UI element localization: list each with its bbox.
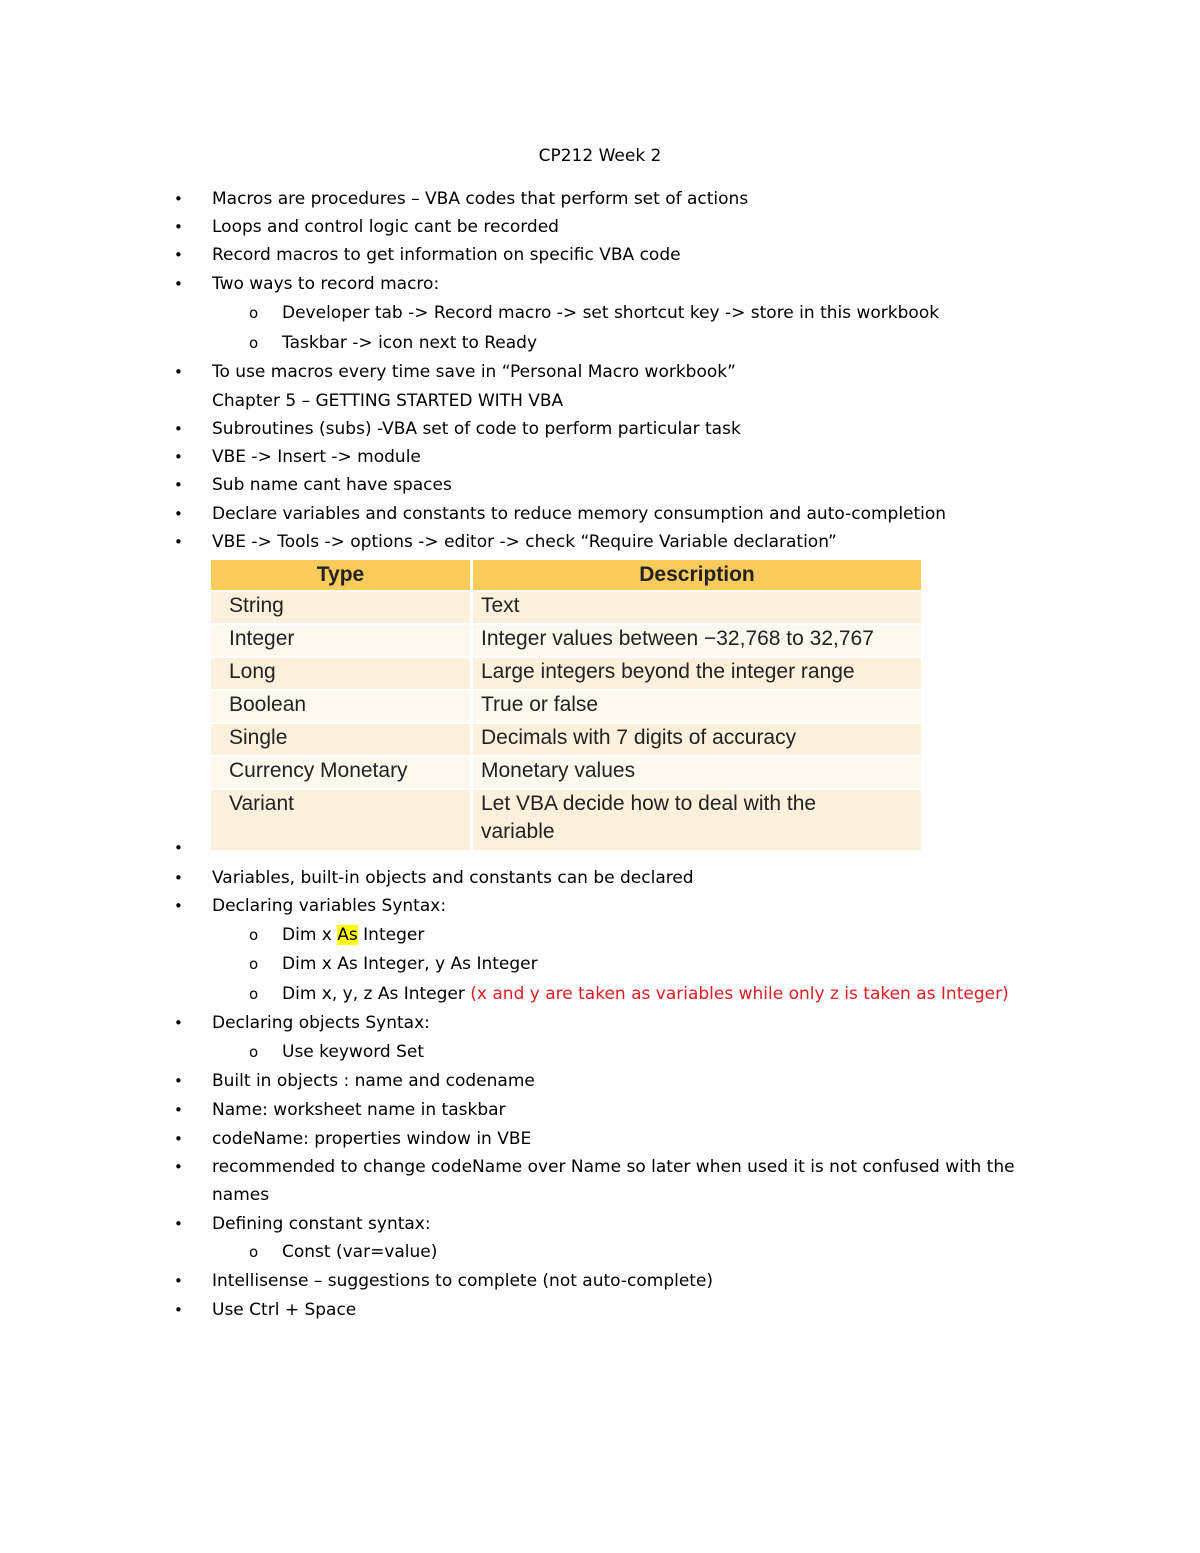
description-cell: Decimals with 7 digits of accuracy bbox=[473, 724, 921, 755]
bullet-icon: • bbox=[174, 420, 183, 438]
bullet-icon: • bbox=[174, 190, 183, 208]
column-header-type: Type bbox=[211, 560, 470, 590]
list-item-text: VBE -> Insert -> module bbox=[212, 447, 421, 467]
bullet-icon: • bbox=[174, 1130, 183, 1148]
type-cell: Integer bbox=[211, 625, 470, 656]
sub-list-item-text: Developer tab -> Record macro -> set shortcut key -> store in this workbook bbox=[282, 303, 940, 323]
type-cell: Variant bbox=[211, 790, 470, 850]
description-cell: Let VBA decide how to deal with the variable bbox=[473, 790, 921, 850]
dim-before: Dim x bbox=[282, 925, 338, 945]
column-header-description: Description bbox=[473, 560, 921, 590]
circle-bullet-icon: o bbox=[249, 926, 259, 944]
description-cell: Text bbox=[473, 592, 921, 623]
bullet-icon: • bbox=[174, 1014, 183, 1032]
highlighted-keyword: As bbox=[337, 925, 358, 945]
list-item-text: Intellisense – suggestions to complete (not auto-complete) bbox=[212, 1271, 714, 1291]
list-item-text: Sub name cant have spaces bbox=[212, 475, 452, 495]
bullet-icon: • bbox=[174, 1301, 183, 1319]
sub-list-item-text bbox=[282, 980, 1009, 1008]
description-cell: Monetary values bbox=[473, 757, 921, 788]
bullet-icon: • bbox=[174, 275, 183, 293]
circle-bullet-icon: o bbox=[249, 1243, 259, 1261]
type-cell: Boolean bbox=[211, 691, 470, 722]
list-item-text: Declaring variables Syntax: bbox=[212, 896, 447, 916]
list-item-text: To use macros every time save in “Personal Macro workbook” bbox=[212, 362, 736, 382]
table-header-row bbox=[211, 560, 921, 590]
description-cell: Large integers beyond the integer range bbox=[473, 658, 921, 689]
list-item-text: recommended to change codeName over Name so later when used it is not confused with the bbox=[212, 1157, 1015, 1177]
table-row bbox=[211, 592, 921, 623]
sub-list-item-text: Dim x As Integer, y As Integer bbox=[282, 954, 538, 974]
sub-list-item-text: Taskbar -> icon next to Ready bbox=[282, 333, 538, 353]
list-item-text: Loops and control logic cant be recorded bbox=[212, 217, 559, 237]
dim-after: Integer bbox=[357, 925, 425, 945]
bullet-icon: • bbox=[174, 505, 183, 523]
bullet-icon: • bbox=[174, 1072, 183, 1090]
type-cell: Single bbox=[211, 724, 470, 755]
list-item-text: Macros are procedures – VBA codes that perform set of actions bbox=[212, 189, 749, 209]
red-note: (x and y are taken as variables while only z is taken as Integer) bbox=[470, 984, 1009, 1004]
circle-bullet-icon: o bbox=[249, 334, 259, 352]
circle-bullet-icon: o bbox=[249, 1043, 259, 1061]
list-item-text: Defining constant syntax: bbox=[212, 1214, 431, 1234]
table-row bbox=[211, 790, 921, 850]
sub-list-item-text bbox=[282, 921, 424, 949]
bullet-icon: • bbox=[174, 1215, 183, 1233]
list-item-text: Variables, built-in objects and constants can be declared bbox=[212, 868, 694, 888]
circle-bullet-icon: o bbox=[249, 955, 259, 973]
list-item-text: Record macros to get information on specific VBA code bbox=[212, 245, 681, 265]
list-item-text: codeName: properties window in VBE bbox=[212, 1129, 532, 1149]
bullet-icon: • bbox=[174, 897, 183, 915]
circle-bullet-icon: o bbox=[249, 304, 259, 322]
bullet-icon: • bbox=[174, 839, 183, 857]
list-item-text: Declare variables and constants to reduce memory consumption and auto-completion bbox=[212, 504, 947, 524]
bullet-icon: • bbox=[174, 1101, 183, 1119]
list-item-text: Use Ctrl + Space bbox=[212, 1300, 357, 1320]
list-item-text: Declaring objects Syntax: bbox=[212, 1013, 430, 1033]
type-cell: String bbox=[211, 592, 470, 623]
list-item-text: Subroutines (subs) -VBA set of code to perform particular task bbox=[212, 419, 741, 439]
list-item-text: Two ways to record macro: bbox=[212, 274, 440, 294]
bullet-icon: • bbox=[174, 1272, 183, 1290]
sub-list-item-text: Use keyword Set bbox=[282, 1042, 425, 1062]
list-item-text: Name: worksheet name in taskbar bbox=[212, 1100, 506, 1120]
bullet-icon: • bbox=[174, 363, 183, 381]
bullet-icon: • bbox=[174, 869, 183, 887]
description-cell: True or false bbox=[473, 691, 921, 722]
chapter-heading-text: Chapter 5 – GETTING STARTED WITH VBA bbox=[212, 391, 564, 411]
circle-bullet-icon: o bbox=[249, 985, 259, 1003]
type-cell: Long bbox=[211, 658, 470, 689]
list-item-text: names bbox=[212, 1185, 270, 1205]
sub-list-item-text: Const (var=value) bbox=[282, 1242, 438, 1262]
table-row bbox=[211, 757, 921, 788]
table-row bbox=[211, 724, 921, 755]
page-title: CP212 Week 2 bbox=[538, 146, 662, 166]
description-cell: Integer values between −32,768 to 32,767 bbox=[473, 625, 921, 656]
bullet-icon: • bbox=[174, 218, 183, 236]
data-types-table bbox=[211, 558, 921, 852]
type-cell: Currency Monetary bbox=[211, 757, 470, 788]
dim-code: Dim x, y, z As Integer bbox=[282, 984, 471, 1004]
bullet-icon: • bbox=[174, 246, 183, 264]
table-row bbox=[211, 625, 921, 656]
bullet-icon: • bbox=[174, 533, 183, 551]
list-item-text: VBE -> Tools -> options -> editor -> check “Require Variable declaration” bbox=[212, 532, 837, 552]
table-row bbox=[211, 658, 921, 689]
bullet-icon: • bbox=[174, 1158, 183, 1176]
bullet-icon: • bbox=[174, 476, 183, 494]
table-row bbox=[211, 691, 921, 722]
bullet-icon: • bbox=[174, 448, 183, 466]
list-item-text: Built in objects : name and codename bbox=[212, 1071, 535, 1091]
